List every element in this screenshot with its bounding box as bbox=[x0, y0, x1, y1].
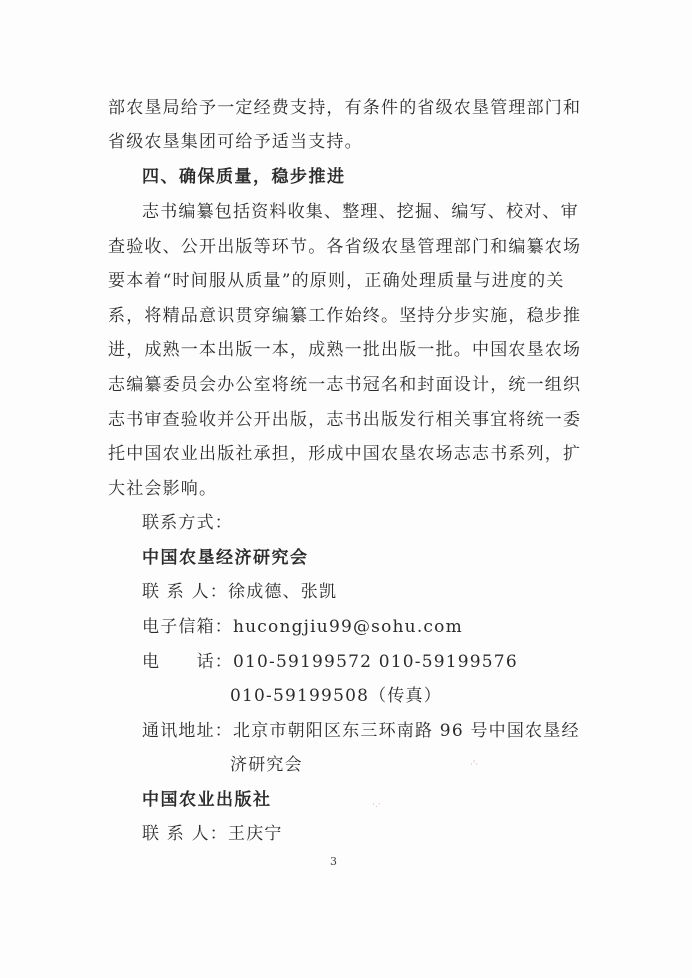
contact-address-continued: 济研究会 bbox=[230, 755, 303, 775]
paragraph-line: 省级农垦集团可给予适当支持。 bbox=[108, 132, 363, 152]
organization-name: 中国农垦经济研究会 bbox=[142, 548, 309, 568]
paragraph-line: 要本着“时间服从质量”的原则，正确处理质量与进度的关 bbox=[108, 271, 565, 291]
section-heading: 四、确保质量，稳步推进 bbox=[142, 167, 346, 187]
paragraph-line: 托中国农业出版社承担，形成中国农垦农场志志书系列，扩 bbox=[108, 444, 582, 464]
paragraph-line: 志书审查验收并公开出版，志书出版发行相关事宜将统一委 bbox=[108, 410, 582, 430]
contact-person: 联 系 人：王庆宁 bbox=[142, 824, 283, 844]
paragraph-line: 系，将精品意识贯穿编纂工作始终。坚持分步实施，稳步推 bbox=[108, 306, 582, 326]
contact-phone: 电 话：010-59199572 010-59199576 bbox=[142, 652, 518, 672]
paragraph-line: 进，成熟一本出版一本，成熟一批出版一批。中国农垦农场 bbox=[108, 340, 582, 360]
paragraph-line: 志书编纂包括资料收集、整理、挖掘、编写、校对、审 bbox=[142, 202, 579, 222]
contact-fax: 010-59199508（传真） bbox=[230, 686, 442, 706]
paragraph-line: 大社会影响。 bbox=[108, 479, 218, 499]
scan-mark: ·.· bbox=[372, 800, 381, 810]
paragraph-line: 志编纂委员会办公室将统一志书冠名和封面设计，统一组织 bbox=[108, 375, 582, 395]
organization-name: 中国农业出版社 bbox=[142, 790, 272, 810]
paragraph-line: 部农垦局给予一定经费支持，有条件的省级农垦管理部门和 bbox=[108, 98, 582, 118]
paragraph-line: 查验收、公开出版等环节。各省级农垦管理部门和编纂农场 bbox=[108, 237, 582, 257]
page-number: 3 bbox=[330, 855, 337, 868]
contact-address: 通讯地址：北京市朝阳区东三环南路 96 号中国农垦经 bbox=[142, 721, 580, 741]
contact-person: 联 系 人：徐成德、张凯 bbox=[142, 582, 338, 602]
contact-heading: 联系方式： bbox=[142, 513, 233, 533]
contact-email: 电子信箱：hucongjiu99@sohu.com bbox=[142, 617, 463, 637]
scan-mark: ·'· bbox=[470, 760, 479, 770]
